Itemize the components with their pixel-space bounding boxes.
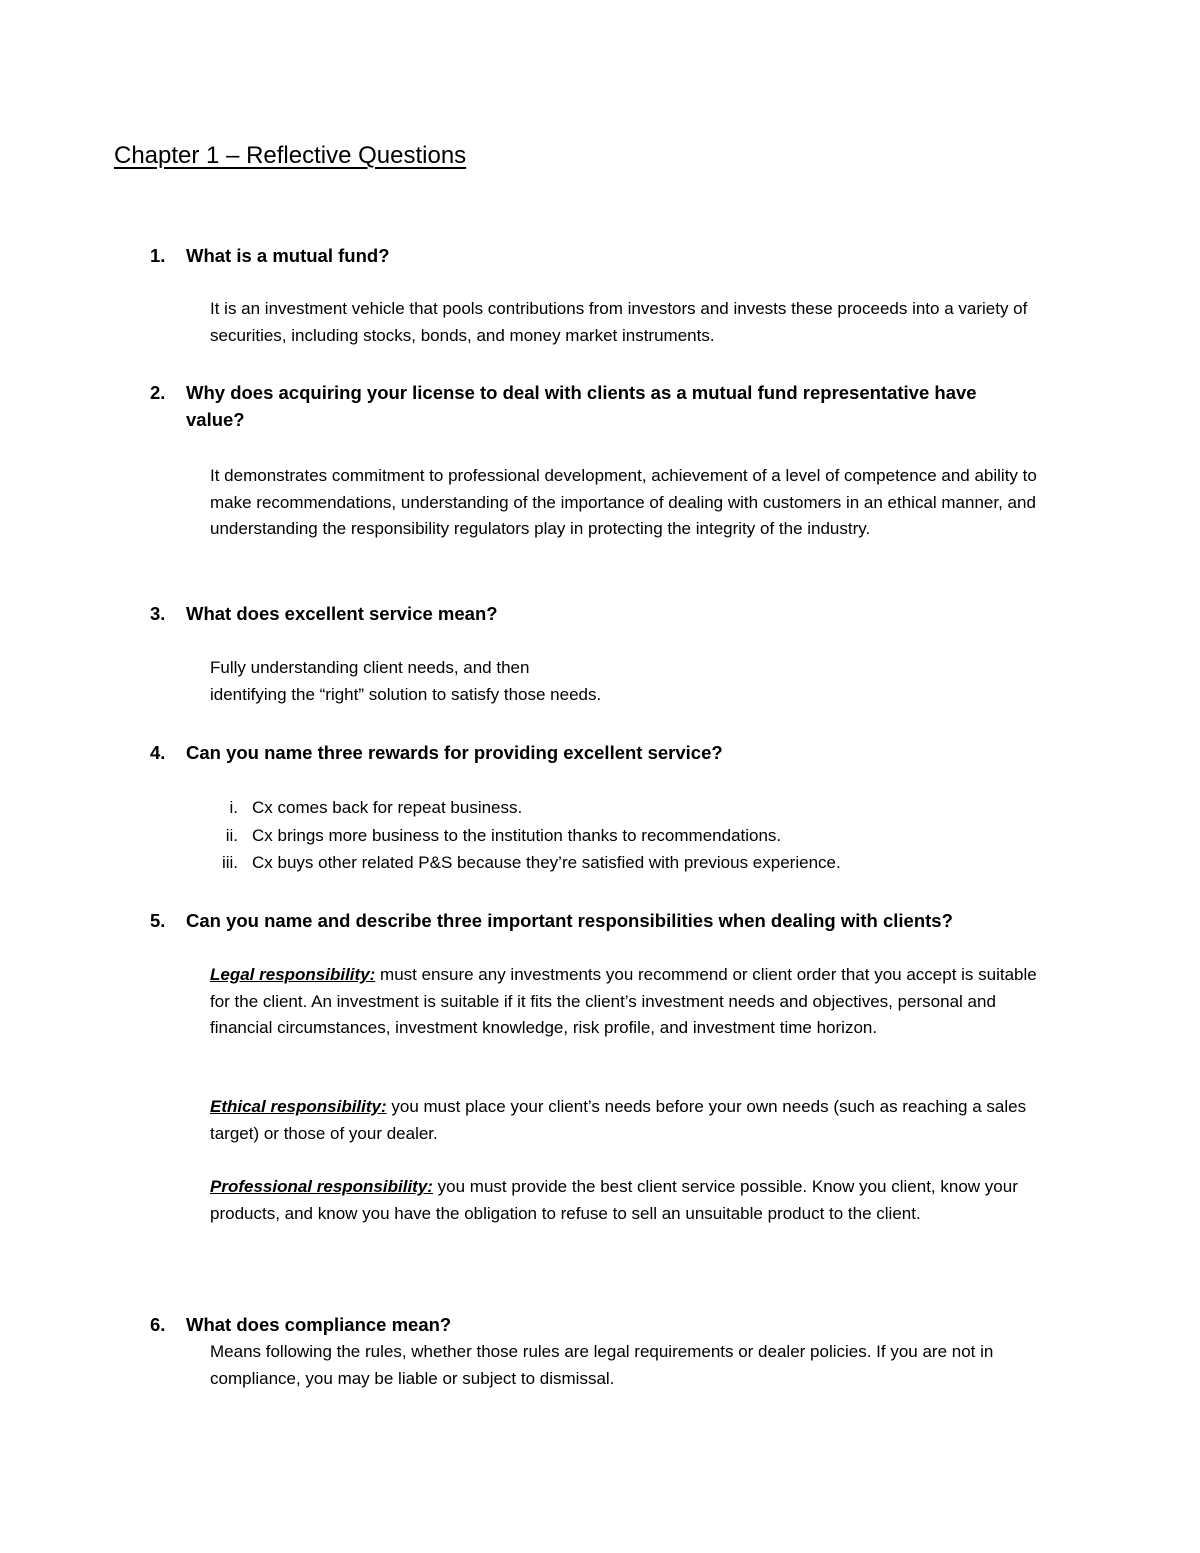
question-number: 1.	[150, 245, 166, 266]
answer-text: Means following the rules, whether those rules are legal requirements or dealer policies. If you are not in compliance, you may be liable or subject to dismissal.	[210, 1342, 994, 1388]
question-3	[150, 600, 1040, 627]
responsibility-ethical	[210, 1094, 1040, 1147]
responsibility-label: Professional responsibility:	[210, 1177, 433, 1196]
responsibility-label: Ethical responsibility:	[210, 1097, 387, 1116]
question-1	[150, 242, 1040, 269]
question-5	[150, 907, 1040, 934]
rewards-list	[190, 794, 1040, 877]
question-number: 2.	[150, 382, 166, 403]
responsibility-label: Legal responsibility:	[210, 965, 376, 984]
responsibility-professional	[210, 1174, 1040, 1227]
answer-6	[210, 1339, 1040, 1392]
question-4	[150, 739, 1040, 766]
responsibility-text: must ensure any investments you recommend or client order that you accept is suitable for the client. An investment is suitable if it fits the client’s investment needs and objectives, personal and financial circumstances, investment knowledge, risk profile, and investment time horizon.	[210, 965, 1037, 1037]
question-6	[150, 1311, 1040, 1338]
question-text: Can you name and describe three important responsibilities when dealing with clients?	[186, 910, 953, 931]
question-text: Why does acquiring your license to deal with clients as a mutual fund representative have value?	[186, 382, 977, 430]
list-item	[190, 849, 1040, 877]
question-text: What does compliance mean?	[186, 1314, 452, 1335]
responsibility-text: you must place your client’s needs before your own needs (such as reaching a sales target) or those of your dealer.	[210, 1097, 1027, 1143]
responsibility-paragraph	[210, 962, 1040, 1042]
roman-numeral: iii.	[221, 853, 238, 872]
question-2	[150, 379, 1040, 433]
responsibility-paragraph	[210, 1174, 1040, 1227]
question-text: What does excellent service mean?	[186, 603, 498, 624]
question-number: 3.	[150, 603, 166, 624]
answer-line: Fully understanding client needs, and then	[210, 658, 530, 677]
responsibility-text: you must provide the best client service possible. Know you client, know your products, and know you have the obligation to refuse to sell an unsuitable product to the client.	[210, 1177, 1018, 1223]
question-number: 6.	[150, 1314, 166, 1335]
answer-line: identifying the “right” solution to satisfy those needs.	[210, 684, 602, 704]
list-item-text: Cx brings more business to the institution thanks to recommendations.	[252, 825, 782, 845]
answer-2	[210, 463, 1040, 543]
answer-text: It is an investment vehicle that pools contributions from investors and invests these proceeds into a variety of securities, including stocks, bonds, and money market instruments.	[210, 299, 1028, 345]
roman-numeral: i.	[229, 798, 238, 817]
answer-text: It demonstrates commitment to professional development, achievement of a level of competence and ability to make recommendations, understanding of the importance of dealing with customers in an ethical manner, and understanding the responsibility regulators play in protecting the integrity of the industry.	[210, 466, 1037, 538]
roman-numeral: ii.	[225, 825, 238, 845]
list-item	[190, 822, 1040, 850]
answer-1	[210, 296, 1040, 349]
list-item	[190, 794, 1040, 822]
question-number: 5.	[150, 910, 166, 931]
list-item-text: Cx buys other related P&S because they’re satisfied with previous experience.	[252, 853, 841, 872]
question-number: 4.	[150, 742, 166, 763]
answer-3	[210, 655, 1040, 708]
responsibility-paragraph	[210, 1094, 1040, 1147]
question-text: Can you name three rewards for providing excellent service?	[186, 742, 723, 763]
page-title: Chapter 1 – Reflective Questions	[114, 142, 467, 169]
responsibility-legal	[210, 962, 1040, 1042]
question-text: What is a mutual fund?	[186, 245, 390, 266]
list-item-text: Cx comes back for repeat business.	[252, 798, 523, 817]
